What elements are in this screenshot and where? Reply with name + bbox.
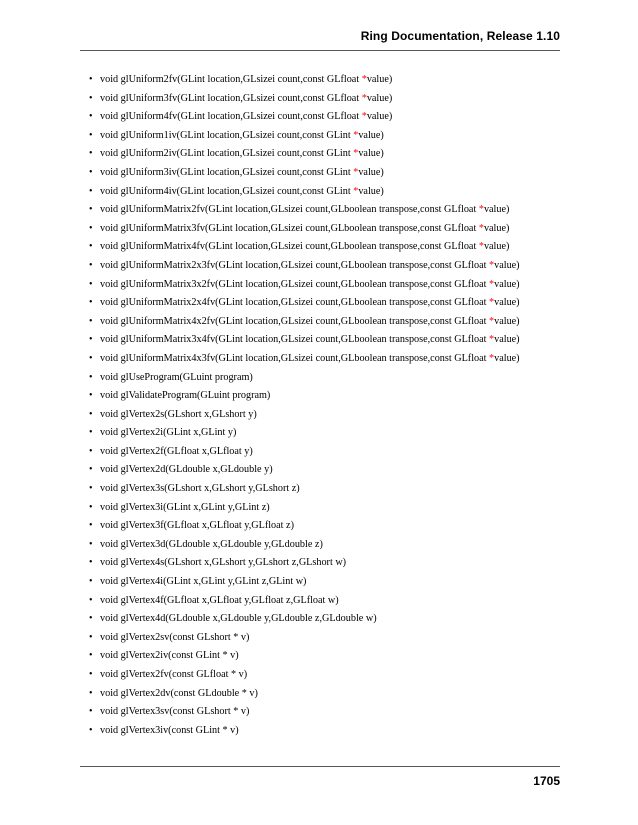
signature-text: void glUniformMatrix2x4fv(GLint location,GLsizei count,GLboolean transpose,const GLfloat (100, 297, 490, 309)
signature-param: value) (358, 129, 384, 141)
signature-param: value) (494, 297, 520, 309)
signature-text: void glVertex3i(GLint x,GLint y,GLint z) (100, 501, 270, 513)
bullet-icon: • (89, 576, 93, 588)
page-number: 1705 (533, 774, 560, 788)
pointer-asterisk: * (489, 352, 495, 364)
pointer-asterisk: * (353, 129, 359, 141)
list-item (89, 333, 559, 352)
signature-text: void glVertex4f(GLfloat x,GLfloat y,GLfloat z,GLfloat w) (100, 594, 339, 606)
bullet-icon: • (89, 706, 93, 718)
list-item (89, 538, 559, 557)
header-rule (80, 50, 560, 51)
pointer-asterisk: * (489, 334, 495, 346)
signature-text: void glVertex3iv(const GLint * v) (100, 724, 239, 736)
signature-text: void glUniformMatrix2fv(GLint location,GLsizei count,GLboolean transpose,const GLfloat (100, 204, 479, 216)
signature-text: void glUniform3fv(GLint location,GLsizei count,const GLfloat (100, 92, 362, 104)
list-item (89, 556, 559, 575)
footer-rule (80, 766, 560, 767)
list-item (89, 203, 559, 222)
signature-param: value) (483, 204, 510, 216)
bullet-icon: • (89, 445, 93, 457)
bullet-icon: • (89, 650, 93, 662)
bullet-icon: • (89, 259, 93, 271)
bullet-icon: • (89, 613, 93, 625)
signature-text: void glVertex4d(GLdouble x,GLdouble y,GLdouble z,GLdouble w) (100, 613, 377, 625)
list-item (89, 73, 559, 92)
list-item (89, 445, 559, 464)
bullet-icon: • (89, 371, 93, 383)
bullet-icon: • (89, 464, 93, 476)
signature-text: void glUniformMatrix3x2fv(GLint location,GLsizei count,GLboolean transpose,const GLfloat (100, 278, 490, 290)
bullet-icon: • (89, 92, 93, 104)
signature-text: void glUniform2iv(GLint location,GLsizei count,const GLint (100, 148, 354, 160)
list-item (89, 185, 559, 204)
list-item (89, 110, 559, 129)
signature-text: void glVertex2s(GLshort x,GLshort y) (100, 408, 257, 420)
signature-text: void glUniformMatrix3x4fv(GLint location,GLsizei count,GLboolean transpose,const GLfloat (100, 334, 490, 346)
bullet-icon: • (89, 352, 93, 364)
signature-text: void glVertex2dv(const GLdouble * v) (100, 687, 258, 699)
bullet-icon: • (89, 204, 93, 216)
list-item (89, 724, 559, 743)
function-signature-list (89, 73, 559, 742)
list-item (89, 501, 559, 520)
signature-text: void glVertex3f(GLfloat x,GLfloat y,GLfloat z) (100, 520, 294, 532)
running-header: Ring Documentation, Release 1.10 (360, 29, 560, 43)
signature-param: value) (366, 111, 393, 123)
bullet-icon: • (89, 669, 93, 680)
signature-text: void glUniformMatrix4x3fv(GLint location,GLsizei count,GLboolean transpose,const GLfloat (100, 352, 490, 364)
bullet-icon: • (89, 483, 93, 495)
list-item (89, 352, 559, 371)
bullet-icon: • (89, 111, 93, 123)
list-item (89, 278, 559, 297)
list-item (89, 519, 559, 538)
list-item (89, 426, 559, 445)
pointer-asterisk: * (361, 74, 367, 85)
bullet-icon: • (89, 315, 93, 327)
bullet-icon: • (89, 631, 93, 643)
signature-text: void glUniform1iv(GLint location,GLsizei count,const GLint (100, 129, 354, 141)
bullet-icon: • (89, 687, 93, 699)
pointer-asterisk: * (361, 92, 367, 104)
signature-param: value) (483, 222, 510, 234)
bullet-icon: • (89, 501, 93, 513)
list-item (89, 259, 559, 278)
signature-param: value) (494, 315, 520, 327)
bullet-icon: • (89, 297, 93, 309)
bullet-icon: • (89, 74, 93, 85)
bullet-icon: • (89, 557, 93, 569)
signature-text: void glVertex2sv(const GLshort * v) (100, 631, 250, 643)
signature-param: value) (494, 334, 520, 346)
signature-text: void glVertex2i(GLint x,GLint y) (100, 427, 237, 439)
list-item (89, 129, 559, 148)
signature-text: void glUniformMatrix2x3fv(GLint location,GLsizei count,GLboolean transpose,const GLfloat (100, 259, 490, 271)
list-item (89, 687, 559, 706)
pointer-asterisk: * (478, 222, 484, 234)
list-item (89, 296, 559, 315)
bullet-icon: • (89, 427, 93, 439)
signature-text: void glUniform4iv(GLint location,GLsizei count,const GLint (100, 185, 354, 197)
pointer-asterisk: * (353, 148, 359, 160)
bullet-icon: • (89, 390, 93, 402)
list-item (89, 575, 559, 594)
list-item (89, 371, 559, 390)
signature-text: void glUniformMatrix4x2fv(GLint location,GLsizei count,GLboolean transpose,const GLfloat (100, 315, 490, 327)
list-item (89, 594, 559, 613)
signature-param: value) (358, 166, 384, 178)
bullet-icon: • (89, 166, 93, 178)
bullet-icon: • (89, 129, 93, 141)
list-item (89, 222, 559, 241)
signature-text: void glUniform4fv(GLint location,GLsizei count,const GLfloat (100, 111, 362, 123)
bullet-icon: • (89, 724, 93, 736)
pointer-asterisk: * (489, 278, 495, 290)
list-item (89, 92, 559, 111)
signature-param: value) (483, 241, 510, 253)
signature-text: void glValidateProgram(GLuint program) (100, 390, 271, 402)
list-item (89, 463, 559, 482)
signature-text: void glVertex4s(GLshort x,GLshort y,GLshort z,GLshort w) (100, 557, 347, 569)
pointer-asterisk: * (489, 259, 495, 271)
signature-param: value) (366, 74, 393, 85)
bullet-icon: • (89, 185, 93, 197)
bullet-icon: • (89, 538, 93, 550)
signature-text: void glVertex3sv(const GLshort * v) (100, 706, 250, 718)
signature-text: void glVertex2fv(const GLfloat * v) (100, 669, 248, 680)
pointer-asterisk: * (361, 111, 367, 123)
list-item (89, 668, 559, 687)
signature-text: void glUniform2fv(GLint location,GLsizei count,const GLfloat (100, 74, 362, 85)
list-item (89, 631, 559, 650)
signature-text: void glUniformMatrix4fv(GLint location,GLsizei count,GLboolean transpose,const GLfloat (100, 241, 479, 253)
bullet-icon: • (89, 408, 93, 420)
signature-param: value) (494, 352, 520, 364)
signature-text: void glVertex3s(GLshort x,GLshort y,GLshort z) (100, 483, 300, 495)
signature-param: value) (358, 148, 384, 160)
signature-param: value) (494, 259, 520, 271)
list-item (89, 240, 559, 259)
bullet-icon: • (89, 334, 93, 346)
page-content (89, 73, 559, 742)
bullet-icon: • (89, 241, 93, 253)
pointer-asterisk: * (353, 185, 359, 197)
pointer-asterisk: * (489, 297, 495, 309)
list-item (89, 166, 559, 185)
bullet-icon: • (89, 594, 93, 606)
list-item (89, 482, 559, 501)
pointer-asterisk: * (478, 241, 484, 253)
pointer-asterisk: * (353, 166, 359, 178)
list-item (89, 705, 559, 724)
signature-text: void glVertex2f(GLfloat x,GLfloat y) (100, 445, 253, 457)
signature-text: void glVertex3d(GLdouble x,GLdouble y,GLdouble z) (100, 538, 323, 550)
signature-text: void glVertex2iv(const GLint * v) (100, 650, 239, 662)
list-item (89, 315, 559, 334)
list-item (89, 389, 559, 408)
signature-param: value) (358, 185, 384, 197)
pointer-asterisk: * (489, 315, 495, 327)
bullet-icon: • (89, 520, 93, 532)
bullet-icon: • (89, 222, 93, 234)
signature-text: void glVertex4i(GLint x,GLint y,GLint z,GLint w) (100, 576, 307, 588)
list-item (89, 612, 559, 631)
signature-text: void glUniform3iv(GLint location,GLsizei count,const GLint (100, 166, 354, 178)
list-item (89, 147, 559, 166)
signature-param: value) (494, 278, 520, 290)
list-item (89, 649, 559, 668)
bullet-icon: • (89, 278, 93, 290)
list-item (89, 408, 559, 427)
signature-text: void glUseProgram(GLuint program) (100, 371, 253, 383)
signature-text: void glUniformMatrix3fv(GLint location,GLsizei count,GLboolean transpose,const GLfloat (100, 222, 479, 234)
bullet-icon: • (89, 148, 93, 160)
signature-param: value) (366, 92, 393, 104)
pointer-asterisk: * (478, 204, 484, 216)
signature-text: void glVertex2d(GLdouble x,GLdouble y) (100, 464, 273, 476)
